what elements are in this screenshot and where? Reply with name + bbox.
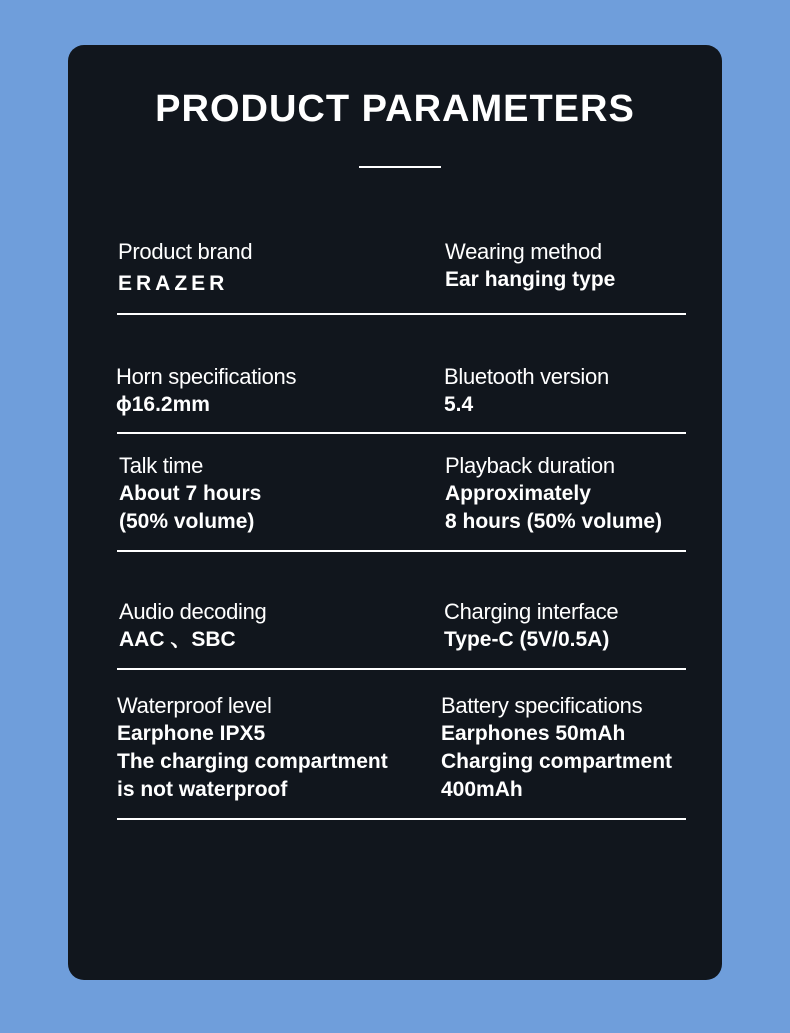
param-value: The charging compartment — [117, 750, 388, 773]
param-value: is not waterproof — [117, 778, 288, 801]
param-talk-time — [119, 452, 261, 536]
row-divider — [117, 550, 686, 552]
param-battery-specifications — [441, 692, 672, 804]
param-audio-decoding — [119, 598, 266, 654]
param-value: Earphones 50mAh — [441, 722, 626, 745]
page-title: PRODUCT PARAMETERS — [155, 88, 635, 130]
param-label: Bluetooth version — [444, 364, 609, 389]
title-underline — [359, 166, 441, 168]
param-value: Type-C (5V/0.5A) — [444, 628, 610, 651]
row-divider — [117, 818, 686, 820]
param-value: About 7 hours — [119, 482, 262, 505]
param-value: Ear hanging type — [445, 268, 616, 291]
param-label: Charging interface — [444, 599, 619, 624]
param-value: ɸ16.2mm — [116, 393, 210, 416]
param-value: Approximately — [445, 482, 591, 505]
param-value: 400mAh — [441, 778, 523, 801]
param-value: Earphone IPX5 — [117, 722, 266, 745]
param-value: (50% volume) — [119, 510, 255, 533]
param-value: 8 hours (50% volume) — [445, 510, 663, 533]
param-label: Product brand — [118, 239, 253, 264]
row-divider — [117, 668, 686, 670]
param-label: Talk time — [119, 453, 204, 478]
brand-value: ERAZER — [118, 272, 229, 295]
param-bluetooth-version — [444, 363, 609, 419]
param-label: Horn specifications — [116, 364, 297, 389]
param-charging-interface — [444, 598, 618, 654]
param-value: Charging compartment — [441, 750, 673, 773]
param-waterproof-level — [117, 692, 388, 804]
param-label: Audio decoding — [119, 599, 267, 624]
param-wearing-method — [445, 238, 615, 294]
param-product-brand — [118, 238, 252, 298]
param-label: Wearing method — [445, 239, 602, 264]
param-label: Waterproof level — [117, 693, 272, 718]
param-value: AAC 、SBC — [119, 628, 236, 651]
param-horn-specifications — [116, 363, 296, 419]
param-playback-duration — [445, 452, 662, 536]
param-label: Playback duration — [445, 453, 615, 478]
param-label: Battery specifications — [441, 693, 643, 718]
param-value: 5.4 — [444, 393, 474, 416]
row-divider — [117, 313, 686, 315]
row-divider — [117, 432, 686, 434]
